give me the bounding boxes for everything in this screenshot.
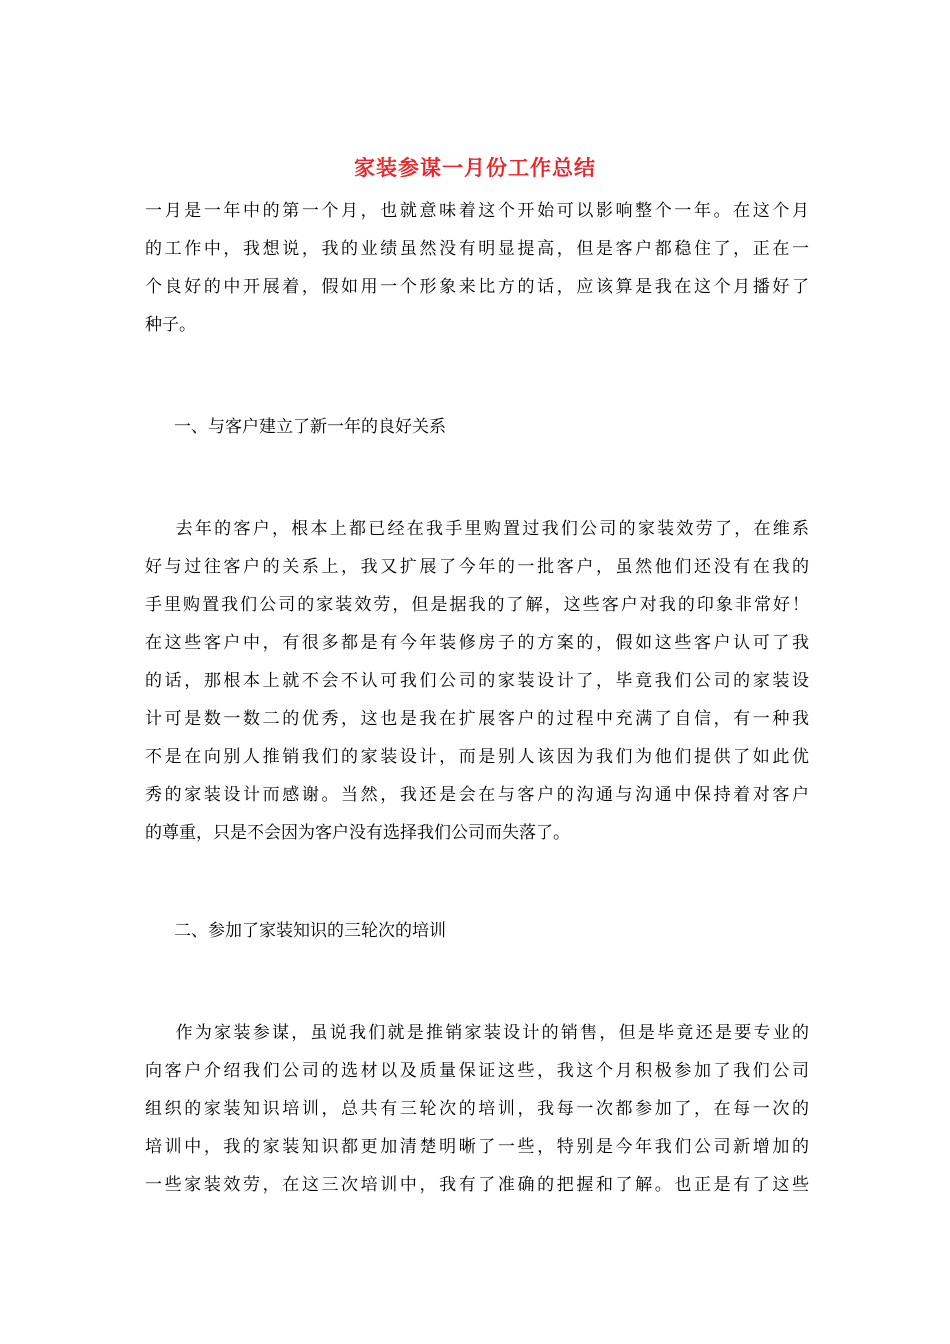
section1-line: 的话，那根本上就不会不认可我们公司的家装设计了，毕竟我们公司的家装设 <box>145 671 809 691</box>
section-heading-2: 二、参加了家装知识的三轮次的培训 <box>174 921 446 941</box>
intro-line: 个良好的中开展着，假如用一个形象来比方的话，应该算是我在这个月播好了 <box>145 277 809 297</box>
section2-line: 培训中，我的家装知识都更加清楚明晰了一些，特别是今年我们公司新增加的 <box>145 1137 809 1157</box>
section-heading-1: 一、与客户建立了新一年的良好关系 <box>174 417 446 437</box>
section2-line: 一些家装效劳，在这三次培训中，我有了准确的把握和了解。也正是有了这些 <box>145 1175 809 1195</box>
intro-line: 种子。 <box>145 315 196 335</box>
intro-paragraph <box>145 192 809 344</box>
section1-line: 不是在向别人推销我们的家装设计，而是别人该因为我们为他们提供了如此优 <box>145 747 809 767</box>
section1-paragraph <box>145 510 809 852</box>
section1-line: 秀的家装设计而感谢。当然，我还是会在与客户的沟通与沟通中保持着对客户 <box>145 785 809 805</box>
section1-line: 计可是数一数二的优秀，这也是我在扩展客户的过程中充满了自信，有一种我 <box>145 709 809 729</box>
intro-line: 一月是一年中的第一个月，也就意味着这个开始可以影响整个一年。在这个月 <box>145 201 809 221</box>
section2-line: 作为家装参谋，虽说我们就是推销家装设计的销售，但是毕竟还是要专业的 <box>145 1023 809 1043</box>
section2-line: 组织的家装知识培训，总共有三轮次的培训，我每一次都参加了，在每一次的 <box>145 1099 809 1119</box>
section1-line: 在这些客户中，有很多都是有今年装修房子的方案的，假如这些客户认可了我 <box>145 633 809 653</box>
intro-line: 的工作中，我想说，我的业绩虽然没有明显提高，但是客户都稳住了，正在一 <box>145 239 809 259</box>
section2-line: 向客户介绍我们公司的选材以及质量保证这些，我这个月积极参加了我们公司 <box>145 1061 809 1081</box>
section1-line: 手里购置我们公司的家装效劳，但是据我的了解，这些客户对我的印象非常好！ <box>145 595 809 615</box>
section1-line: 去年的客户，根本上都已经在我手里购置过我们公司的家装效劳了，在维系 <box>145 519 809 539</box>
section2-paragraph <box>145 1014 809 1204</box>
document-title: 家装参谋一月份工作总结 <box>354 155 596 180</box>
section1-line: 的尊重，只是不会因为客户没有选择我们公司而失落了。 <box>145 823 570 843</box>
section1-line: 好与过往客户的关系上，我又扩展了今年的一批客户，虽然他们还没有在我的 <box>145 557 809 577</box>
